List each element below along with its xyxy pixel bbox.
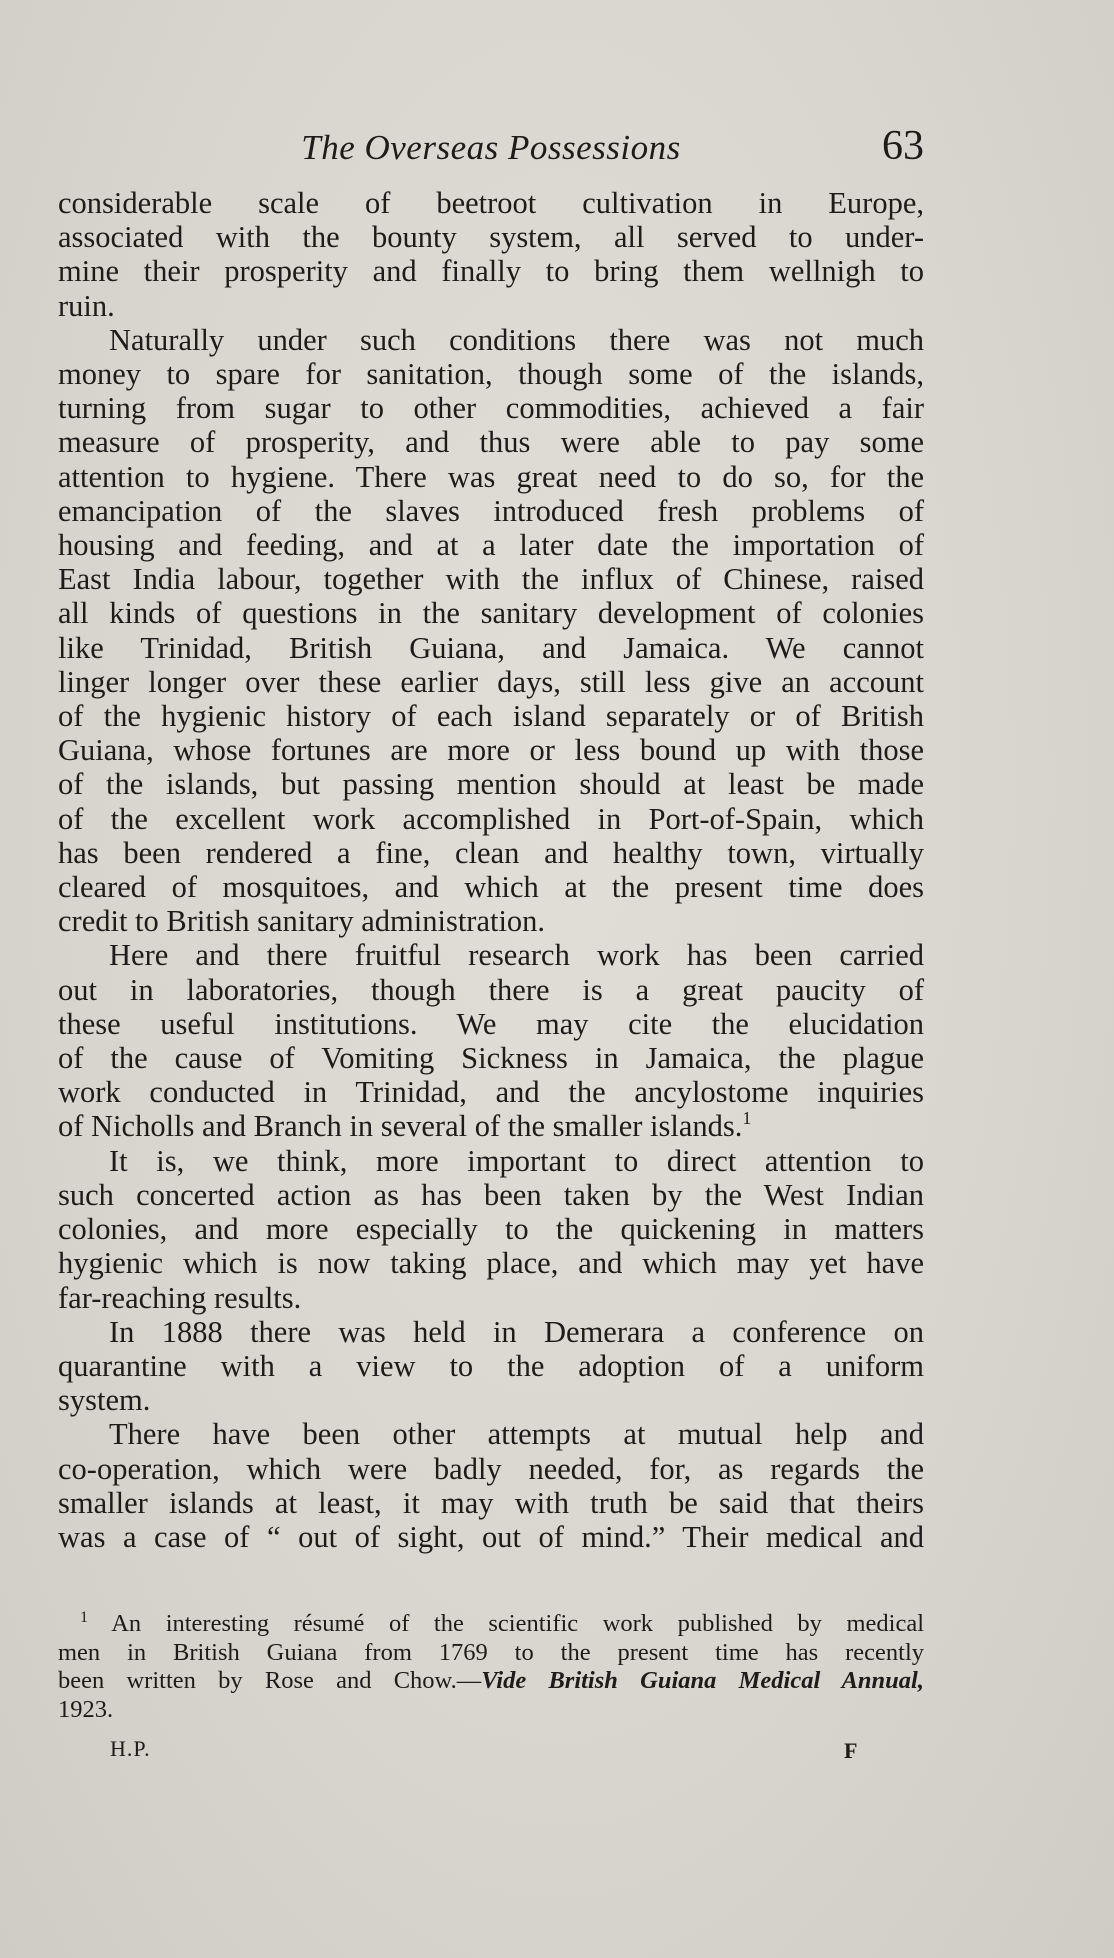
text-line: smaller islands at least, it may with truth be said that theirs xyxy=(58,1485,924,1520)
text-line: colonies, and more especially to the quickening in matters xyxy=(58,1212,924,1247)
text-line: It is, we think, more important to direct attention to xyxy=(109,1143,924,1178)
text-line: of the excellent work accomplished in Port-of-Spain, which xyxy=(58,801,924,836)
text-line: mine their prosperity and finally to bring them wellnigh to xyxy=(58,254,924,289)
text-line: has been rendered a fine, clean and healthy town, virtually xyxy=(58,835,924,870)
text-line: like Trinidad, British Guiana, and Jamaica. We cannot xyxy=(58,630,924,665)
text-line: co-operation, which were badly needed, for, as regards the xyxy=(58,1451,924,1486)
text-line: attention to hygiene. There was great need to do so, for the xyxy=(58,459,924,494)
paragraph xyxy=(58,938,924,1143)
text-line: considerable scale of beetroot cultivation in Europe, xyxy=(58,186,924,220)
footnote-line-4: 1923. xyxy=(58,1695,114,1723)
text-line: In 1888 there was held in Demerara a conference on xyxy=(109,1314,924,1349)
paragraph xyxy=(58,1315,924,1418)
paragraph xyxy=(58,323,924,939)
body-text xyxy=(58,186,924,1554)
sheet-mark: F xyxy=(844,1738,858,1763)
footnote-text-1: An interesting résumé of the scientific work published by medical xyxy=(111,1610,924,1637)
running-head xyxy=(58,118,924,174)
text-line: credit to British sanitary administration. xyxy=(58,904,546,939)
text-line: hygienic which is now taking place, and which may yet have xyxy=(58,1246,924,1281)
footnote-line-1 xyxy=(58,1610,924,1639)
text-line: Guiana, whose fortunes are more or less bound up with those xyxy=(58,733,924,768)
running-title: The Overseas Possessions xyxy=(301,128,681,167)
text-line: linger longer over these earlier days, still less give an account xyxy=(58,664,924,699)
text-line: cleared of mosquitoes, and which at the present time does xyxy=(58,870,924,905)
footnote xyxy=(58,1610,924,1724)
text-line: system. xyxy=(58,1383,151,1418)
text-line: work conducted in Trinidad, and the ancylostome inquiries xyxy=(58,1075,924,1110)
paragraph xyxy=(58,1144,924,1315)
footnote-line-2: men in British Guiana from 1769 to the present time has recently xyxy=(58,1638,924,1666)
text-line: of the islands, but passing mention should at least be made xyxy=(58,767,924,802)
text-line: of the cause of Vomiting Sickness in Jamaica, the plague xyxy=(58,1041,924,1076)
text-line: There have been other attempts at mutual help and xyxy=(109,1417,924,1452)
footnote-line-3 xyxy=(58,1667,924,1696)
text-line: emancipation of the slaves introduced fresh problems of xyxy=(58,493,924,528)
footnote-number: 1 xyxy=(80,1609,88,1626)
text-line: Naturally under such conditions there was not much xyxy=(109,322,924,357)
page-number: 63 xyxy=(882,123,924,169)
text-line: associated with the bounty system, all served to under- xyxy=(58,220,924,255)
text-line: measure of prosperity, and thus were able to pay some xyxy=(58,425,924,460)
text-line: such concerted action as has been taken by the West Indian xyxy=(58,1177,924,1212)
text-line: money to spare for sanitation, though some of the islands, xyxy=(58,357,924,392)
text-line: of the hygienic history of each island separately or of British xyxy=(58,699,924,734)
signature-mark: H.P. xyxy=(110,1736,151,1761)
text-line: Here and there fruitful research work has been carried xyxy=(109,938,924,973)
text-line: these useful institutions. We may cite the elucidation xyxy=(58,1006,924,1041)
text-line: far-reaching results. xyxy=(58,1280,302,1315)
text-line: of Nicholls and Branch in several of the smaller islands.$^1$ xyxy=(58,1108,752,1144)
text-line: out in laboratories, though there is a great paucity of xyxy=(58,972,924,1007)
text-line: turning from sugar to other commodities, achieved a fair xyxy=(58,391,924,426)
text-line: housing and feeding, and at a later date the importation of xyxy=(58,528,924,563)
paragraph xyxy=(58,186,924,323)
paragraph xyxy=(58,1417,924,1554)
text-line: ruin. xyxy=(58,288,115,323)
text-line: all kinds of questions in the sanitary development of colonies xyxy=(58,596,924,631)
footnote-reference: 1 xyxy=(742,1108,752,1129)
footnote-citation: Vide British Guiana Medical Annual, xyxy=(481,1667,924,1694)
text-line: East India labour, together with the influx of Chinese, raised xyxy=(58,562,924,597)
footnote-text-3: been written by Rose and Chow.— xyxy=(58,1667,482,1694)
text-line: was a case of “ out of sight, out of mind.” Their medical and xyxy=(58,1519,924,1554)
text-line: quarantine with a view to the adoption of a uniform xyxy=(58,1348,924,1383)
